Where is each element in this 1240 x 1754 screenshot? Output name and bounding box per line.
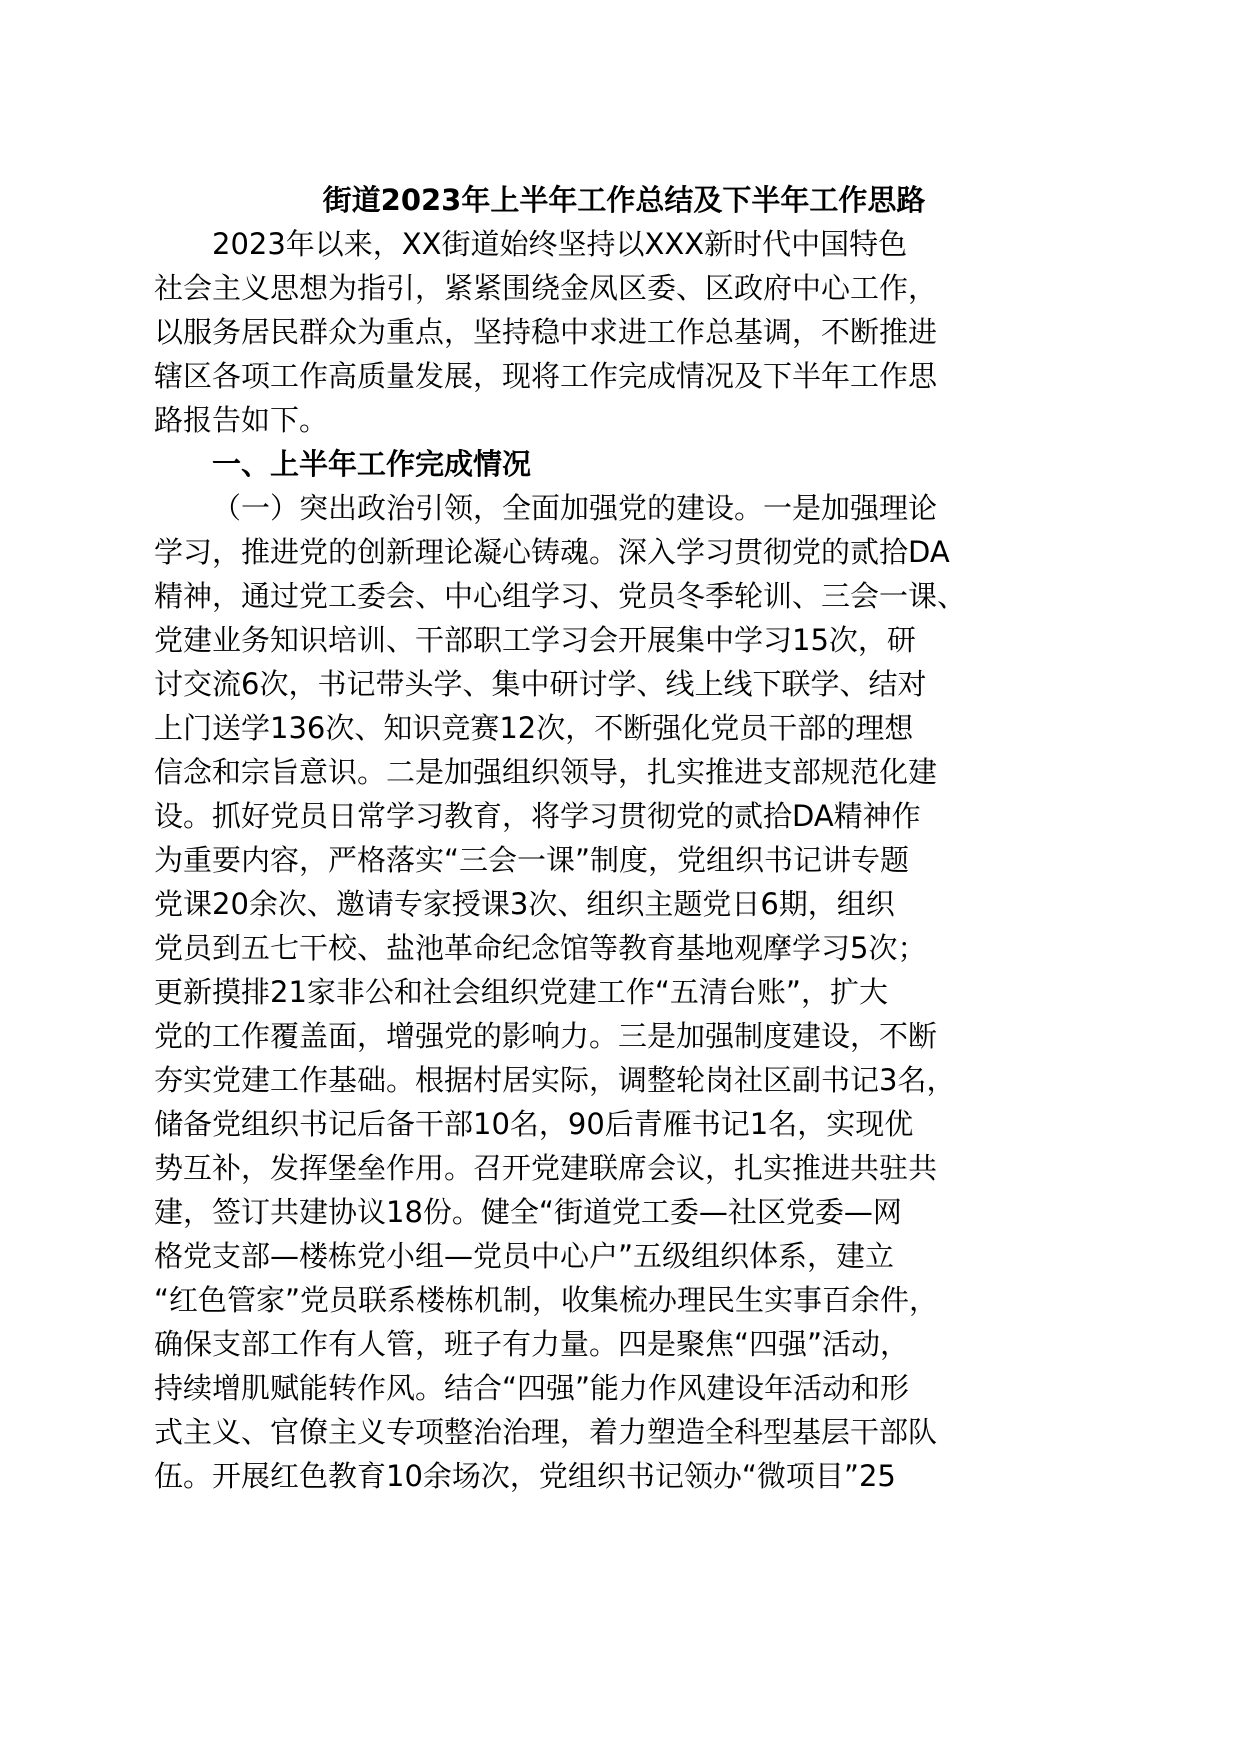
body-line: 建，签订共建协议18份。健全“街道党工委—社区党委—网 bbox=[154, 1195, 902, 1229]
body-line: （一）突出政治引领，全面加强党的建设。一是加强理论 bbox=[212, 491, 938, 525]
body-line: 为重要内容，严格落实“三会一课”制度，党组织书记讲专题 bbox=[154, 843, 910, 877]
body-line: 夯实党建工作基础。根据村居实际，调整轮岗社区副书记3名， bbox=[154, 1063, 956, 1097]
body-line: 党课20余次、邀请专家授课3次、组织主题党日6期，组织 bbox=[154, 887, 895, 921]
body-line: 信念和宗旨意识。二是加强组织领导，扎实推进支部规范化建 bbox=[154, 755, 938, 789]
body-line: 党建业务知识培训、干部职工学习会开展集中学习15次，研 bbox=[154, 623, 916, 657]
body-line: 确保支部工作有人管，班子有力量。四是聚焦“四强”活动， bbox=[154, 1327, 910, 1361]
body-line: 党的工作覆盖面，增强党的影响力。三是加强制度建设，不断 bbox=[154, 1019, 938, 1053]
intro-line: 辖区各项工作高质量发展，现将工作完成情况及下半年工作思 bbox=[154, 359, 938, 393]
intro-line: 路报告如下。 bbox=[154, 403, 329, 437]
body-line: 精神，通过党工委会、中心组学习、党员冬季轮训、三会一课、 bbox=[154, 579, 967, 613]
body-line: 更新摸排21家非公和社会组织党建工作“五清台账”，扩大 bbox=[154, 975, 888, 1009]
body-line: 式主义、官僚主义专项整治治理，着力塑造全科型基层干部队 bbox=[154, 1415, 938, 1449]
body-line: 讨交流6次，书记带头学、集中研讨学、线上线下联学、结对 bbox=[154, 667, 927, 701]
body-line: 势互补，发挥堡垒作用。召开党建联席会议，扎实推进共驻共 bbox=[154, 1151, 938, 1185]
body-line: 储备党组织书记后备干部10名，90后青雁书记1名，实现优 bbox=[154, 1107, 914, 1141]
body-line: 设。抓好党员日常学习教育，将学习贯彻党的贰拾DA精神作 bbox=[154, 799, 921, 833]
section-heading: 一、上半年工作完成情况 bbox=[212, 447, 532, 481]
body-line: 上门送学136次、知识竞赛12次，不断强化党员干部的理想 bbox=[154, 711, 914, 745]
body-line: 党员到五七干校、盐池革命纪念馆等教育基地观摩学习5次； bbox=[154, 931, 927, 965]
body-line: 伍。开展红色教育10余场次，党组织书记领办“微项目”25 bbox=[154, 1459, 896, 1493]
body-line: “红色管家”党员联系楼栋机制，收集梳办理民生实事百余件， bbox=[154, 1283, 939, 1317]
intro-line: 2023年以来，XX街道始终坚持以XXX新时代中国特色 bbox=[212, 227, 908, 261]
body-line: 格党支部—楼栋党小组—党员中心户”五级组织体系，建立 bbox=[154, 1239, 895, 1273]
body-line: 学习，推进党的创新理论凝心铸魂。深入学习贯彻党的贰拾DA bbox=[154, 535, 950, 569]
intro-line: 社会主义思想为指引，紧紧围绕金凤区委、区政府中心工作， bbox=[154, 271, 938, 305]
document-title: 街道2023年上半年工作总结及下半年工作思路 bbox=[322, 183, 926, 217]
body-line: 持续增肌赋能转作风。结合“四强”能力作风建设年活动和形 bbox=[154, 1371, 910, 1405]
intro-line: 以服务居民群众为重点，坚持稳中求进工作总基调，不断推进 bbox=[154, 315, 938, 349]
